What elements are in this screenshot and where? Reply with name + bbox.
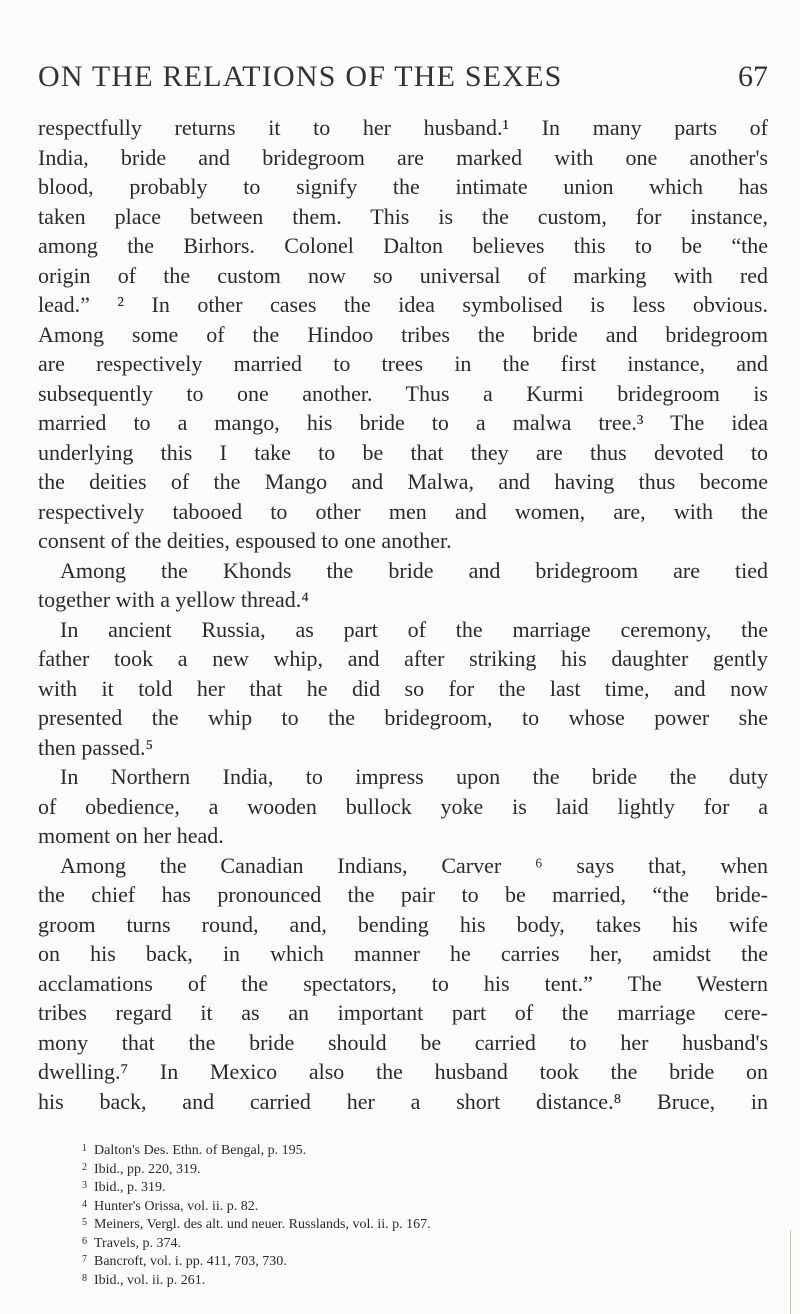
text-line: taken place between them. This is the custom, for instance, [38,203,768,229]
footnote-mark: 2 [82,1161,87,1173]
text-line: origin of the custom now so universal of marking with red [38,262,768,288]
text-line: In Northern India, to impress upon the bride the duty [60,764,768,789]
footnote-mark: 7 [82,1254,87,1265]
text-line: subsequently to one another. Thus a Kurmi bridegroom is [38,380,768,406]
footnote [38,1196,768,1215]
text-line: the deities of the Mango and Malwa, and having thus become [38,469,768,494]
text-line: of obedience, a wooden bullock yoke is laid lightly for a [38,793,768,819]
footnote-text: Travels, p. 374. [94,1235,181,1251]
text-line: with it told her that he did so for the last time, and now [38,675,768,701]
text-line: blood, probably to signify the intimate union which has [38,174,768,199]
text-line: consent of the deities, espoused to one another. [38,528,452,553]
text-line: underlying this I take to be that they are thus devoted to [38,439,768,465]
footnote-mark: 3 [82,1180,87,1191]
text-line: Among the Canadian Indians, Carver ⁶ says that, when [60,852,768,878]
text-line: dwelling.⁷ In Mexico also the husband took the bride on [38,1059,768,1084]
text-line: mony that the bride should be carried to her husband's [38,1029,768,1055]
text-line: India, bride and bridegroom are marked with one another's [38,144,768,170]
footnote-text: Meiners, Vergl. des alt. und neuer. Russlands, vol. ii. p. 167. [94,1217,431,1232]
footnote [38,1214,768,1233]
page-number: 67 [738,60,768,93]
text-line: groom turns round, and, bending his body, takes his wife [38,911,768,937]
text-line: presented the whip to the bridegroom, to whose power she [38,705,768,730]
page-edge-line [790,1230,791,1314]
text-line: tribes regard it as an important part of the marriage cere- [38,1000,768,1025]
text-line: father took a new whip, and after striking his daughter gently [38,646,768,671]
text-line: his back, and carried her a short distance.⁸ Bruce, in [38,1088,768,1114]
footnote-text: Ibid., vol. ii. p. 261. [94,1272,206,1288]
footnote-text: Dalton's Des. Ethn. of Bengal, p. 195. [94,1143,307,1158]
footnote-text: Ibid., p. 319. [94,1180,166,1195]
footnote [38,1270,768,1289]
text-line: the chief has pronounced the pair to be married, “the bride- [38,882,768,907]
footnote [38,1159,768,1178]
footnote [38,1233,768,1252]
text-line: acclamations of the spectators, to his tent.” The Western [38,970,768,996]
text-line: on his back, in which manner he carries her, amidst the [38,941,768,966]
text-line: respectively tabooed to other men and women, are, with the [38,498,768,524]
footnote [38,1140,768,1159]
text-line: Among some of the Hindoo tribes the bride and bridegroom [38,321,768,347]
text-line: respectfully returns it to her husband.¹ In many parts of [38,115,768,140]
footnote-text: Ibid., pp. 220, 319. [94,1161,201,1177]
footnote-mark: 5 [82,1217,87,1228]
text-line: then passed.⁵ [38,734,154,760]
text-line: are respectively married to trees in the first instance, and [38,351,768,376]
footnote [38,1177,768,1196]
text-line: together with a yellow thread.⁴ [38,587,309,612]
footnote [38,1251,768,1270]
footnotes [38,1140,768,1288]
text-line: Among the Khonds the bride and bridegroom are tied [60,557,768,583]
footnote-text: Hunter's Orissa, vol. ii. p. 82. [94,1198,259,1214]
footnote-mark: 6 [82,1235,87,1247]
footnote-mark: 8 [82,1272,87,1284]
text-line: married to a mango, his bride to a malwa tree.³ The idea [38,410,768,435]
running-head [38,60,768,100]
footnote-mark: 1 [82,1143,87,1154]
body-text [38,113,768,1116]
text-line: In ancient Russia, as part of the marriage ceremony, the [60,616,768,642]
running-title: ON THE RELATIONS OF THE SEXES [38,60,563,93]
text-line: moment on her head. [38,823,224,848]
footnote-mark: 4 [82,1198,87,1210]
text-line: lead.” ² In other cases the idea symbolised is less obvious. [38,292,768,317]
text-line: among the Birhors. Colonel Dalton believes this to be “the [38,233,768,258]
footnote-text: Bancroft, vol. i. pp. 411, 703, 730. [94,1254,287,1269]
